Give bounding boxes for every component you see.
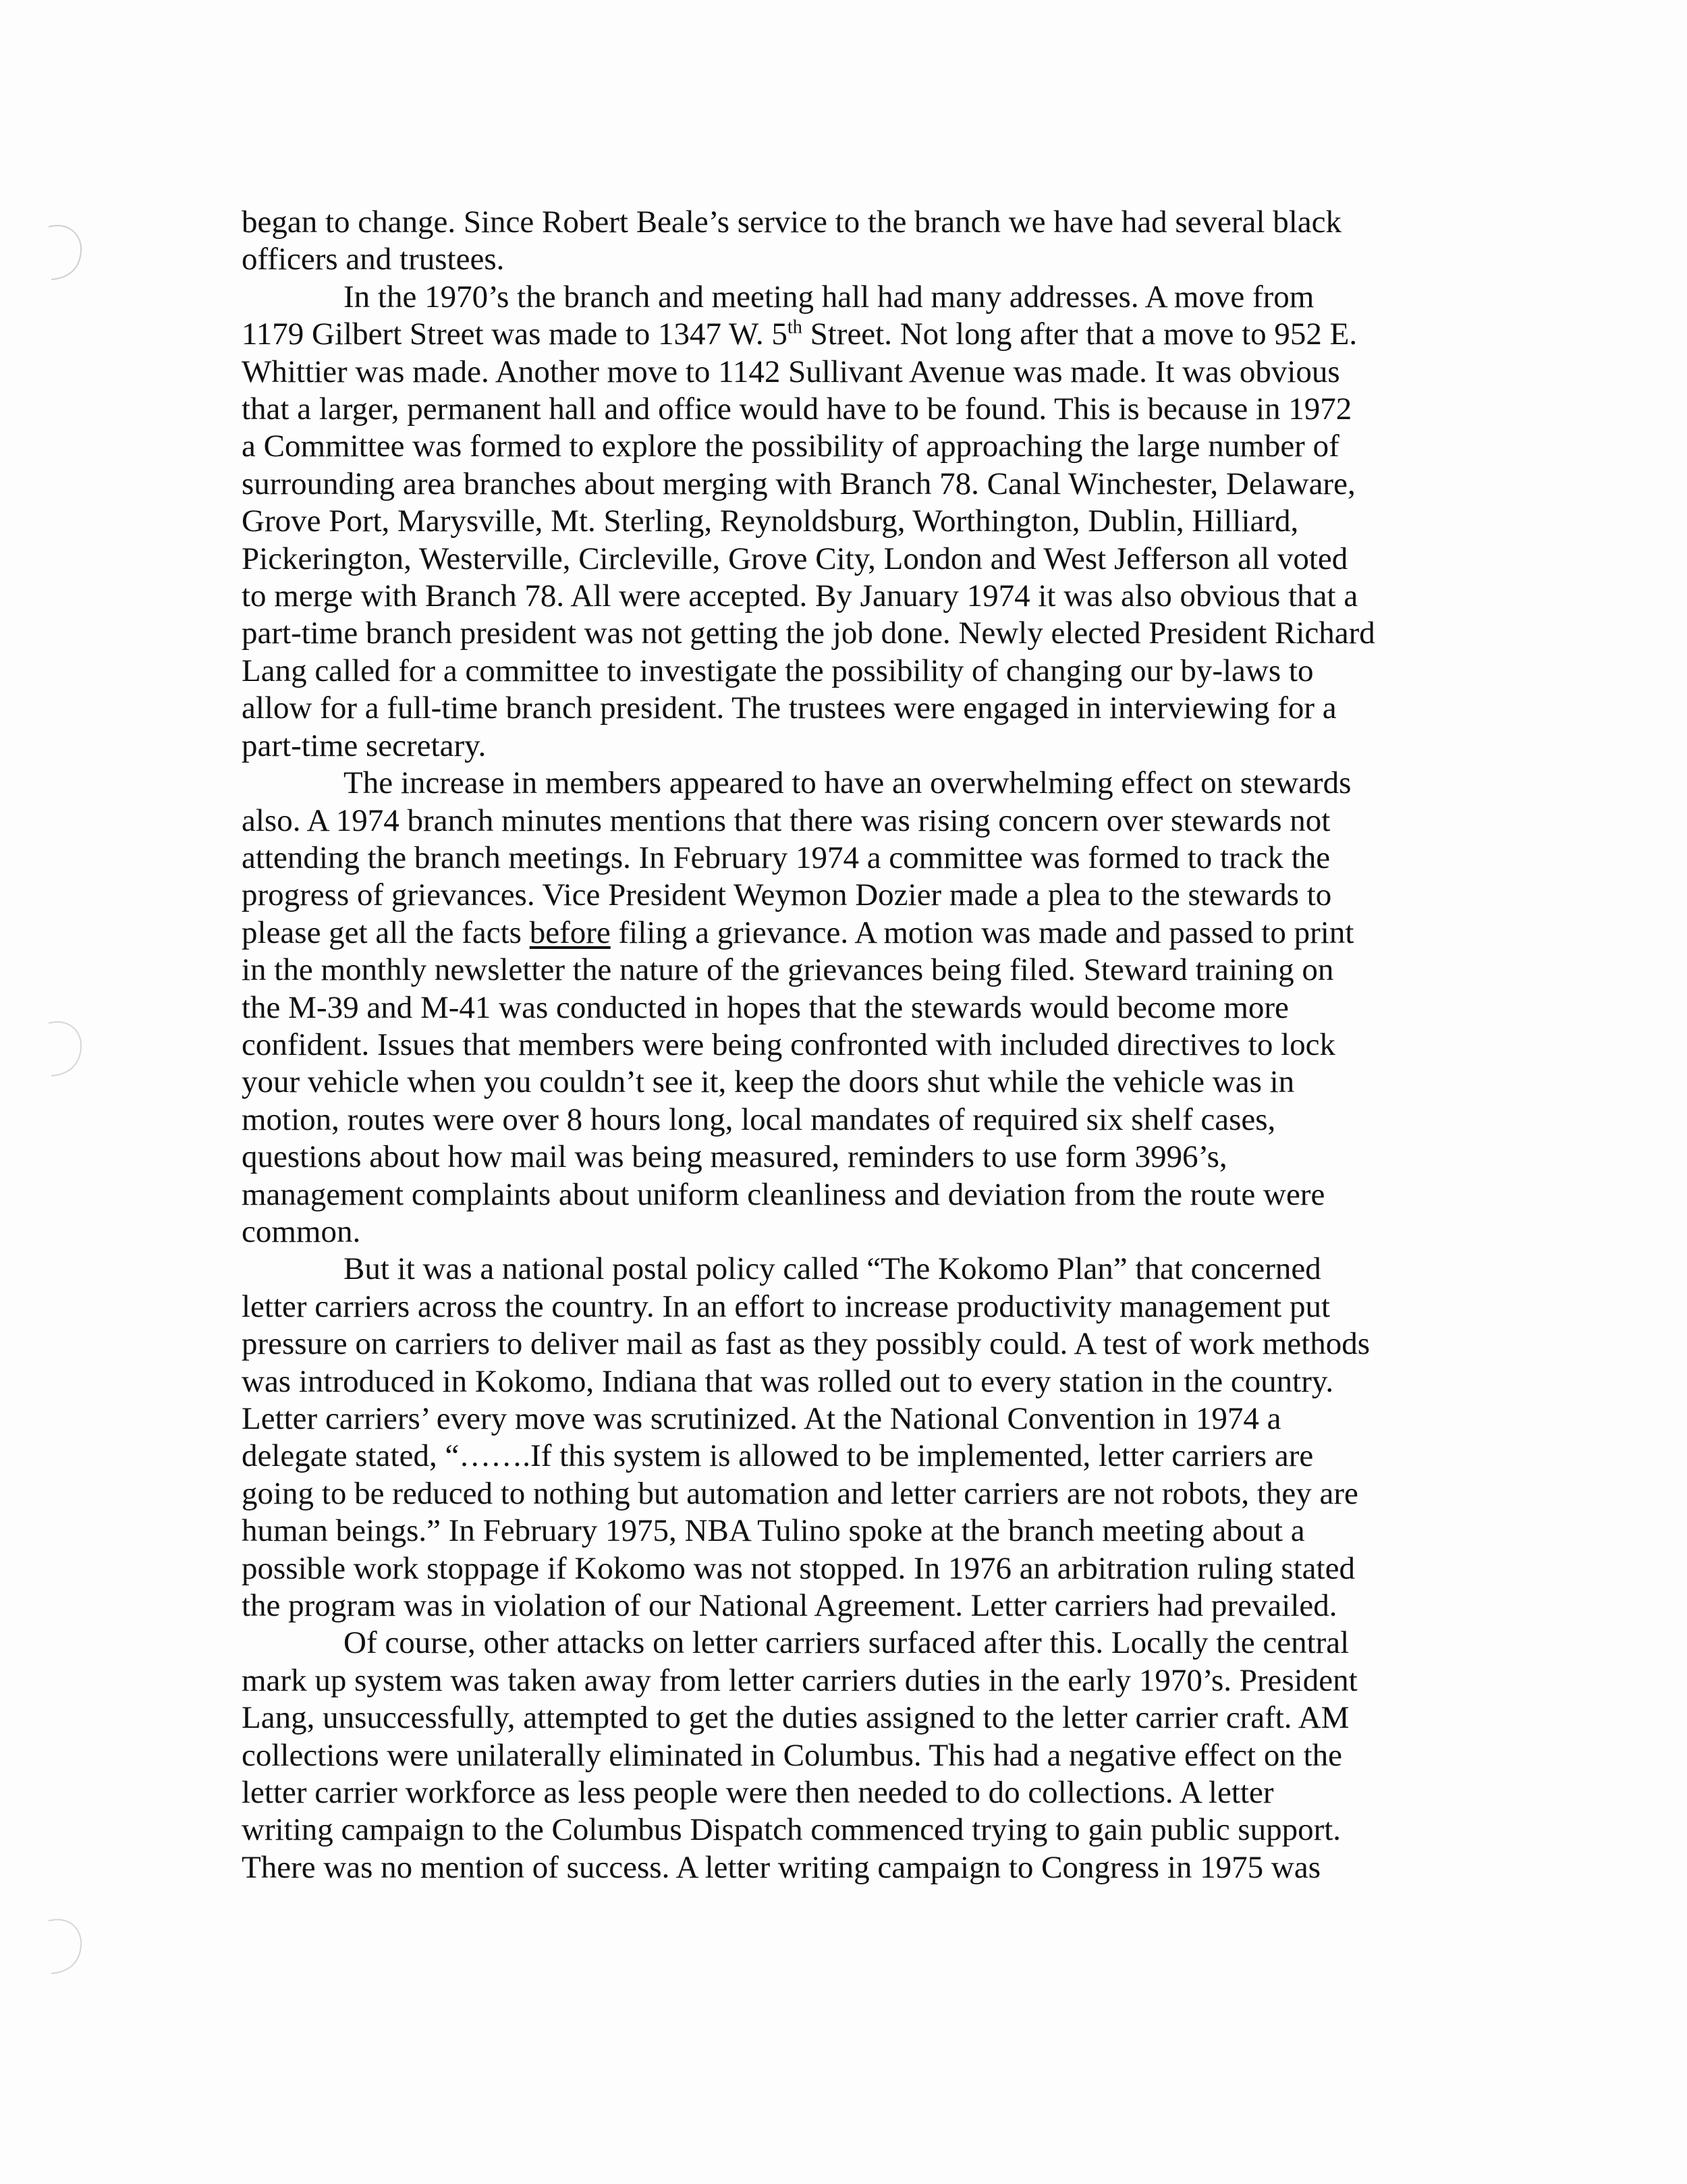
text-segment: delegate stated, “…….If this system is allowed to be implemented, letter carriers are xyxy=(242,1438,1314,1474)
text-line xyxy=(242,765,1443,802)
text-line xyxy=(242,241,1443,278)
text-line xyxy=(242,914,1443,952)
text-line xyxy=(242,1699,1443,1737)
text-segment: possible work stoppage if Kokomo was not stopped. In 1976 an arbitration ruling stated xyxy=(242,1550,1355,1586)
text-line xyxy=(242,1774,1443,1811)
text-segment: questions about how mail was being measured, reminders to use form 3996’s, xyxy=(242,1139,1227,1175)
text-line xyxy=(242,1512,1443,1550)
text-line xyxy=(242,391,1443,428)
text-line xyxy=(242,1849,1443,1886)
text-line xyxy=(242,615,1443,652)
text-segment: letter carriers across the country. In an effort to increase productivity management put xyxy=(242,1288,1331,1324)
text-line xyxy=(242,279,1443,316)
text-segment: please get all the facts xyxy=(242,914,530,950)
text-segment: Grove Port, Marysville, Mt. Sterling, Reynoldsburg, Worthington, Dublin, Hilliard, xyxy=(242,503,1299,539)
text-line xyxy=(242,1326,1443,1363)
text-line xyxy=(242,952,1443,989)
text-line xyxy=(242,1288,1443,1326)
text-segment: Lang called for a committee to investigate the possibility of changing our by-laws to xyxy=(242,653,1314,688)
text-segment: The increase in members appeared to have an overwhelming effect on stewards xyxy=(343,765,1352,801)
text-line xyxy=(242,466,1443,503)
text-segment: in the monthly newsletter the nature of the grievances being filed. Steward training on xyxy=(242,952,1334,988)
text-segment: going to be reduced to nothing but automation and letter carriers are not robots, they are xyxy=(242,1475,1358,1511)
text-segment: Whittier was made. Another move to 1142 Sullivant Avenue was made. It was obvious xyxy=(242,354,1340,389)
text-line xyxy=(242,1101,1443,1139)
text-segment: a Committee was formed to explore the possibility of approaching the large number of xyxy=(242,429,1339,464)
text-line xyxy=(242,1811,1443,1849)
text-segment: attending the branch meetings. In February 1974 a committee was formed to track the xyxy=(242,840,1331,875)
text-line xyxy=(242,653,1443,690)
text-segment: Street. Not long after that a move to 952 E. xyxy=(802,317,1358,352)
text-line xyxy=(242,728,1443,765)
text-line xyxy=(242,1587,1443,1625)
text-segment: was introduced in Kokomo, Indiana that was rolled out to every station in the country. xyxy=(242,1363,1334,1399)
text-line xyxy=(242,1251,1443,1288)
text-segment: collections were unilaterally eliminated in Columbus. This had a negative effect on the xyxy=(242,1737,1343,1773)
text-line xyxy=(242,503,1443,540)
text-line xyxy=(242,1662,1443,1699)
punch-hole-middle xyxy=(42,1018,89,1079)
text-line xyxy=(242,1400,1443,1438)
text-line xyxy=(242,1363,1443,1400)
text-line xyxy=(242,1064,1443,1101)
text-segment: part-time secretary. xyxy=(242,728,487,763)
text-line xyxy=(242,1176,1443,1213)
text-segment: allow for a full-time branch president. The trustees were engaged in interviewing for a xyxy=(242,690,1337,726)
text-segment: There was no mention of success. A letter writing campaign to Congress in 1975 was xyxy=(242,1849,1321,1885)
text-line xyxy=(242,840,1443,877)
text-line xyxy=(242,1550,1443,1587)
text-segment: Lang, unsuccessfully, attempted to get the duties assigned to the letter carrier craft. AM xyxy=(242,1700,1350,1736)
superscript-text: th xyxy=(787,317,802,338)
text-line xyxy=(242,316,1443,353)
text-line xyxy=(242,354,1443,391)
text-segment: surrounding area branches about merging with Branch 78. Canal Winchester, Delaware, xyxy=(242,466,1356,501)
text-segment: officers and trustees. xyxy=(242,242,505,277)
text-segment: pressure on carriers to deliver mail as fast as they possibly could. A test of work methods xyxy=(242,1326,1371,1362)
text-segment: management complaints about uniform cleanliness and deviation from the route were xyxy=(242,1176,1325,1212)
text-segment: began to change. Since Robert Beale’s service to the branch we have had several black xyxy=(242,204,1342,240)
text-segment: also. A 1974 branch minutes mentions that there was rising concern over stewards not xyxy=(242,802,1331,838)
punch-hole-bottom xyxy=(42,1915,89,1976)
text-segment: motion, routes were over 8 hours long, local mandates of required six shelf cases, xyxy=(242,1101,1276,1137)
text-segment: the program was in violation of our National Agreement. Letter carriers had prevailed. xyxy=(242,1588,1337,1624)
text-line xyxy=(242,989,1443,1027)
text-line xyxy=(242,1438,1443,1475)
text-segment: to merge with Branch 78. All were accepted. By January 1974 it was also obvious that a xyxy=(242,578,1358,614)
text-segment: 1179 Gilbert Street was made to 1347 W. 5 xyxy=(242,317,787,352)
punch-hole-top xyxy=(42,221,89,282)
text-line xyxy=(242,428,1443,465)
text-line xyxy=(242,1139,1443,1176)
text-line xyxy=(242,204,1443,241)
text-segment: progress of grievances. Vice President Weymon Dozier made a plea to the stewards to xyxy=(242,877,1332,913)
text-segment: Letter carriers’ every move was scrutinized. At the National Convention in 1974 a xyxy=(242,1401,1281,1436)
text-segment: part-time branch president was not getting the job done. Newly elected President Richard xyxy=(242,616,1375,651)
text-line xyxy=(242,1213,1443,1251)
text-segment: common. xyxy=(242,1213,361,1249)
text-line xyxy=(242,802,1443,840)
text-segment: confident. Issues that members were being confronted with included directives to lock xyxy=(242,1027,1336,1062)
document-body xyxy=(242,204,1443,1886)
text-line xyxy=(242,578,1443,615)
text-line xyxy=(242,690,1443,727)
text-segment: the M-39 and M-41 was conducted in hopes that the stewards would become more xyxy=(242,989,1289,1025)
text-line xyxy=(242,541,1443,578)
text-line xyxy=(242,1737,1443,1774)
text-segment: Of course, other attacks on letter carriers surfaced after this. Locally the central xyxy=(343,1625,1350,1661)
text-segment: Pickerington, Westerville, Circleville, Grove City, London and West Jefferson all voted xyxy=(242,541,1348,576)
underlined-text: before xyxy=(529,914,611,950)
text-segment: filing a grievance. A motion was made and passed to print xyxy=(610,914,1354,950)
text-segment: In the 1970’s the branch and meeting hall had many addresses. A move from xyxy=(343,279,1315,315)
text-segment: that a larger, permanent hall and office would have to be found. This is because in 1972 xyxy=(242,391,1352,427)
text-segment: mark up system was taken away from letter carriers duties in the early 1970’s. President xyxy=(242,1662,1358,1698)
text-line xyxy=(242,1027,1443,1064)
text-line xyxy=(242,1625,1443,1662)
text-segment: your vehicle when you couldn’t see it, keep the doors shut while the vehicle was in xyxy=(242,1064,1295,1100)
text-segment: But it was a national postal policy called “The Kokomo Plan” that concerned xyxy=(343,1251,1321,1287)
text-line xyxy=(242,1475,1443,1512)
text-line xyxy=(242,877,1443,914)
text-segment: letter carrier workforce as less people were then needed to do collections. A letter xyxy=(242,1775,1274,1811)
text-segment: writing campaign to the Columbus Dispatch commenced trying to gain public support. xyxy=(242,1812,1342,1848)
text-segment: human beings.” In February 1975, NBA Tulino spoke at the branch meeting about a xyxy=(242,1513,1305,1549)
